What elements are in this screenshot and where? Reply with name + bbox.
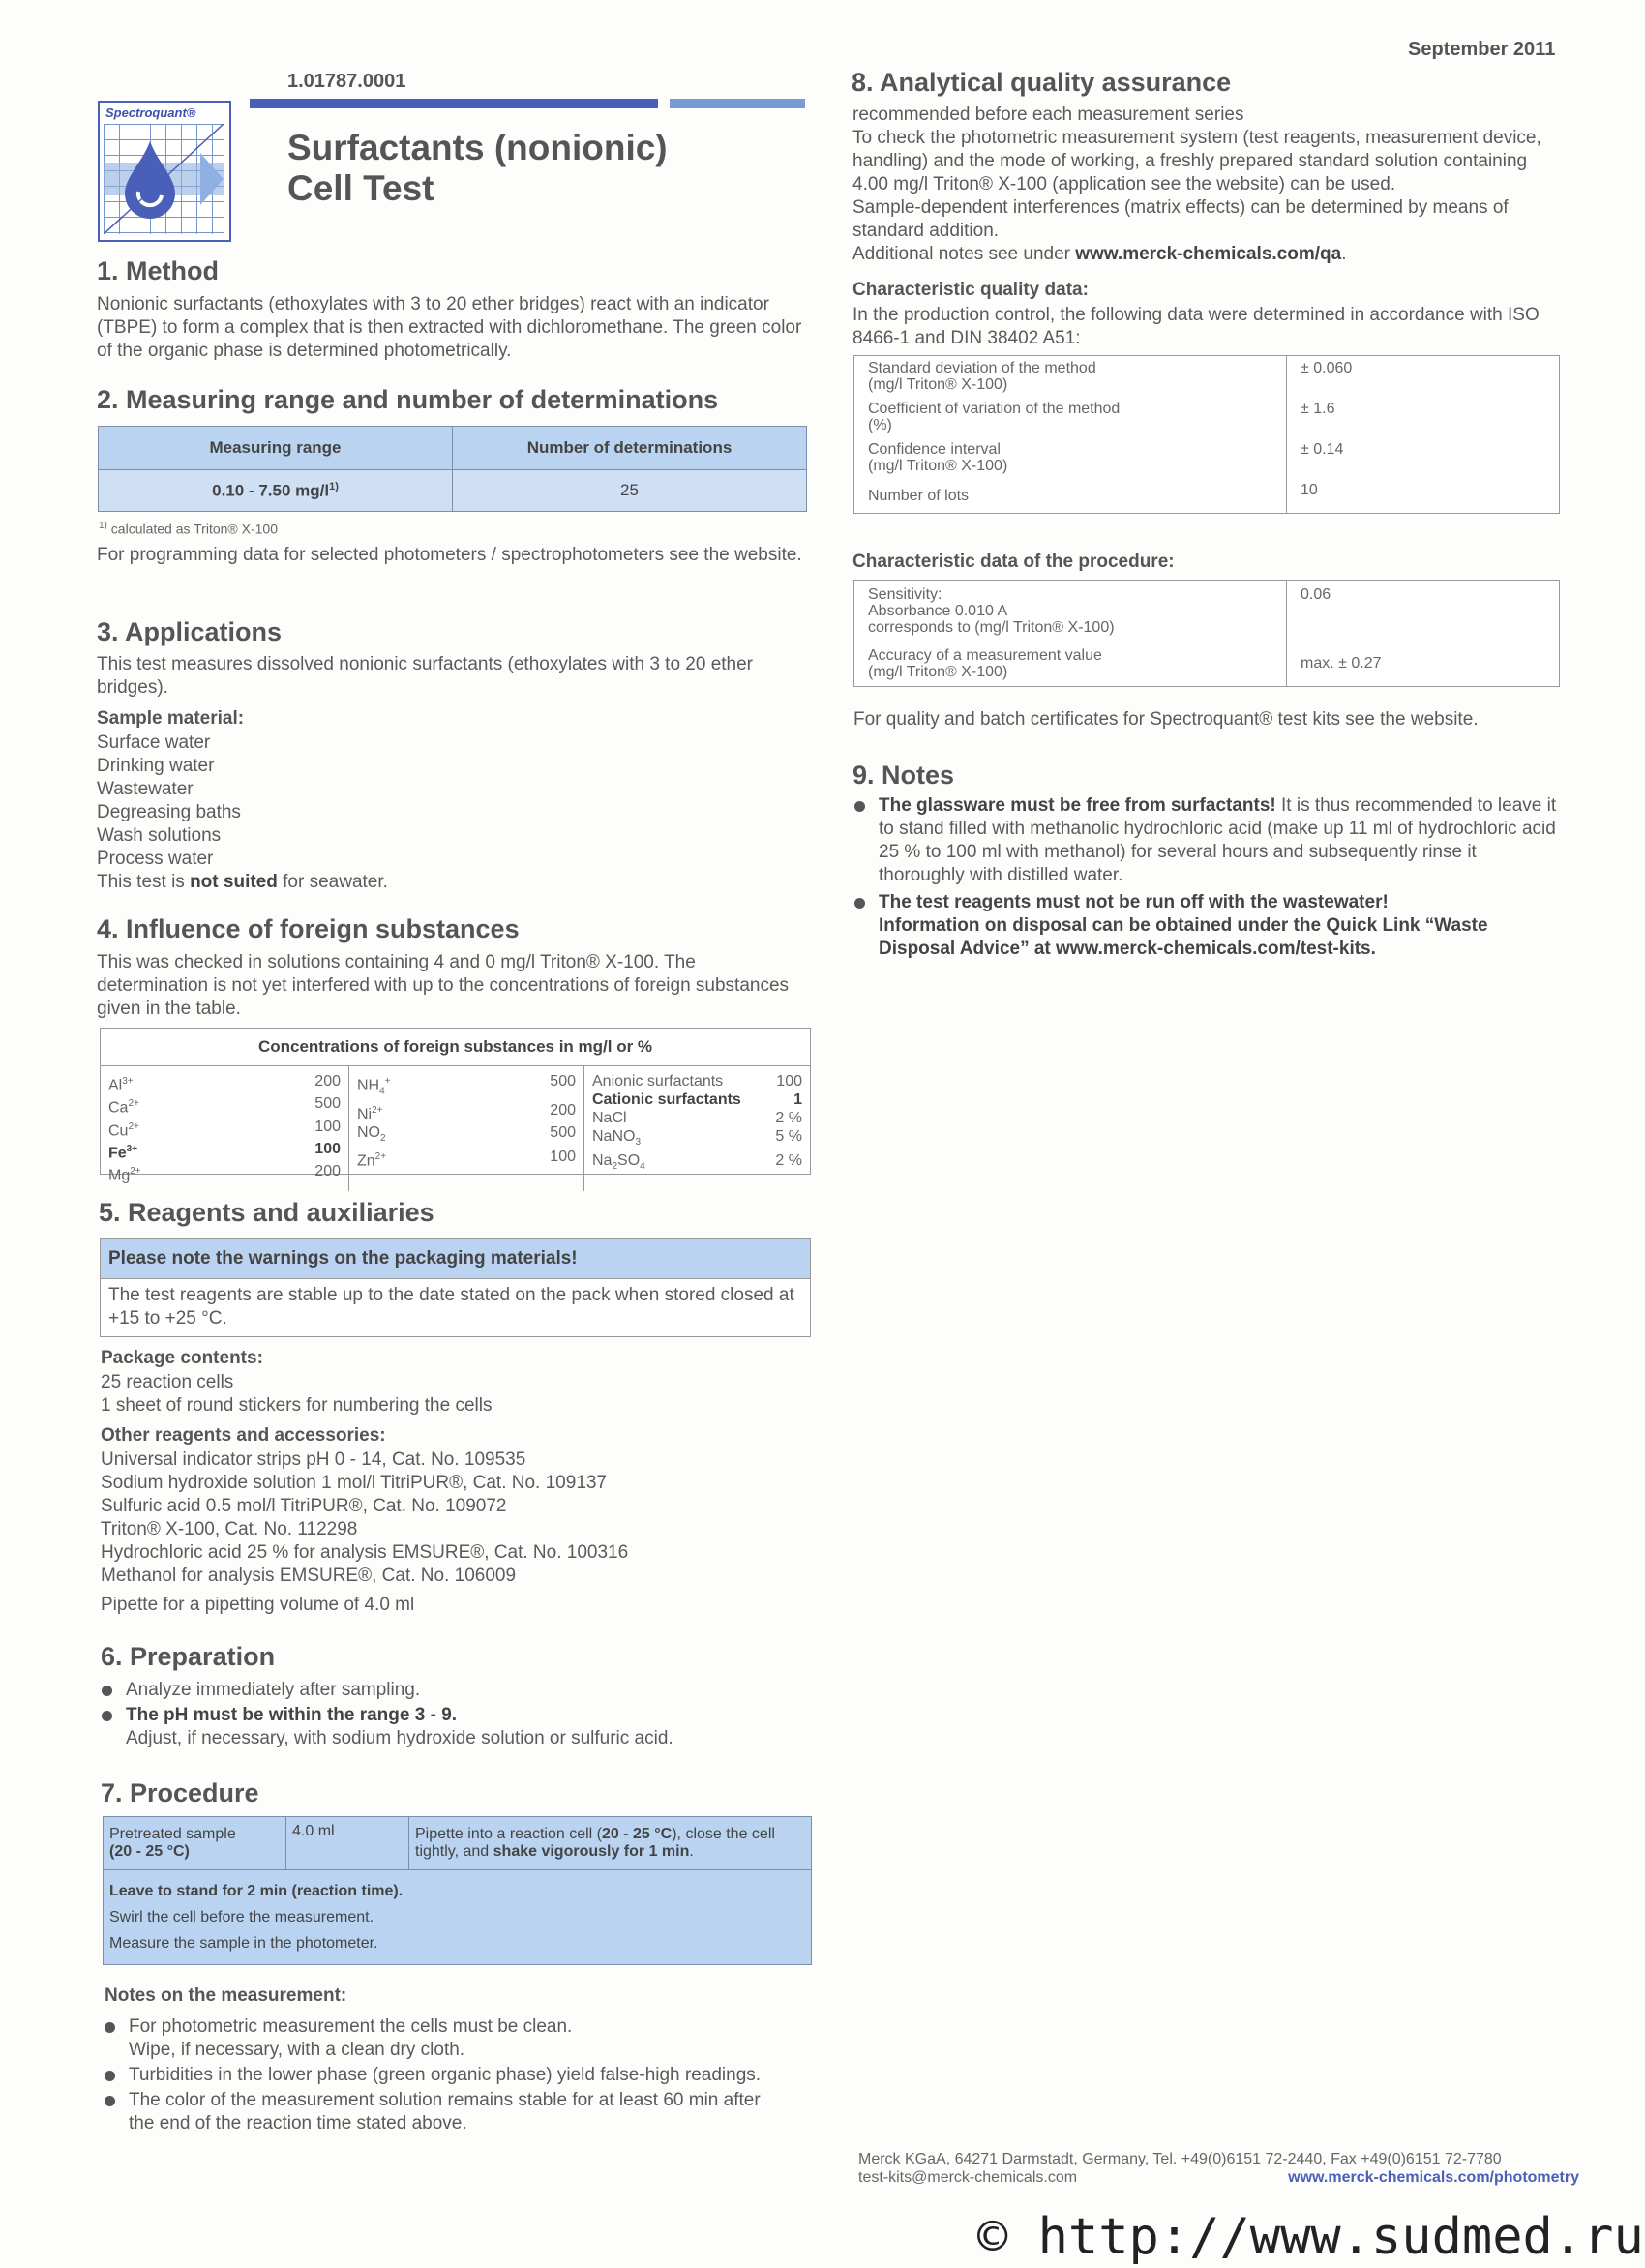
aqa-heading: 8. Analytical quality assurance: [852, 68, 1232, 97]
quality-value: 10: [1287, 478, 1560, 514]
procedure-data-label-line: Accuracy of a measurement value: [868, 647, 1102, 664]
procedure-instruction: Pipette into a reaction cell (20 - 25 °C), close the cell tightly, and shake vigorously for 1 min.: [409, 1817, 812, 1870]
package-item: 25 reaction cells: [101, 1372, 234, 1392]
substance-value: 2 %: [775, 1110, 802, 1126]
range-col1-header: Measuring range: [99, 427, 453, 470]
foreign-text: This was checked in solutions containing 4 and 0 mg/l Triton® X-100. The determination is not yet interfered with up to the concentrations of foreign substances given in the table.: [97, 952, 790, 1019]
substance-row: [592, 1109, 802, 1127]
substance-row: [108, 1140, 341, 1162]
quality-row: [854, 478, 1560, 514]
drop-icon: [104, 124, 224, 234]
substance-value: 100: [314, 1140, 341, 1157]
substance-value: 100: [550, 1149, 576, 1166]
procedure-data-value: max. ± 0.27: [1287, 642, 1560, 687]
footer-address: Merck KGaA, 64271 Darmstadt, Germany, Tel. +49(0)6151 72-2440, Fax +49(0)6151 72-7780: [858, 2151, 1502, 2167]
sample-material-label: Sample material:: [97, 708, 245, 729]
substance-sub: 3: [635, 1137, 642, 1149]
reagents-box: [100, 1238, 811, 1337]
range-footnote: [99, 521, 278, 537]
procedure-steps: Leave to stand for 2 min (reaction time). Swirl the cell before the measurement. Measure the sample in the photometer.: [104, 1870, 812, 1965]
foreign-heading: 4. Influence of foreign substances: [97, 914, 520, 943]
sample-item: Wastewater: [97, 779, 194, 799]
header-bar-right: [670, 99, 805, 108]
measurement-notes-label: Notes on the measurement:: [105, 1985, 347, 2006]
note-item: The test reagents must not be run off with the wastewater! Information on disposal can be obtained under the Quick Link “Waste Disposal Advice” at www.merck-chemicals.com/test-kits.: [852, 891, 1563, 961]
other-reagents-label: Other reagents and accessories:: [101, 1425, 386, 1446]
substance-value: 500: [314, 1095, 341, 1113]
substance-value: 500: [550, 1123, 576, 1141]
substance-value: 5 %: [775, 1128, 802, 1145]
foreign-table: [100, 1028, 811, 1184]
sample-item: Drinking water: [97, 756, 215, 776]
reagent-item: Methanol for analysis EMSURE®, Cat. No. 106009: [101, 1566, 517, 1586]
measurement-note: Turbidities in the lower phase (green organic phase) yield false-high readings.: [102, 2064, 808, 2087]
range-value-text: 0.10 - 7.50 mg/l: [212, 481, 330, 500]
spectroquant-logo: [98, 101, 231, 242]
method-text: Nonionic surfactants (ethoxylates with 3 to 20 ether bridges) react with an indicator (TBPE) to form a complex that is then extracted with dichloromethane. The green color of the organic phase is determined photometrically.: [97, 294, 802, 361]
foreign-columns: [101, 1066, 810, 1191]
range-text: For programming data for selected photometers / spectrophotometers see the website.: [97, 545, 802, 565]
substance-sub: 4: [379, 1086, 385, 1097]
note-item: The glassware must be free from surfactants! It is thus recommended to leave it to stand filled with methanolic hydrochloric acid (make up 11 ml of hydrochloric acid 25 % to 100 ml with methanol) for several hours and subsequently rinse it thoroughly with distilled water.: [852, 794, 1563, 887]
range-heading: 2. Measuring range and number of determinations: [97, 385, 719, 414]
substance-name: $Mg^{2+}$: [108, 1166, 141, 1184]
quality-label-line: (mg/l Triton® X-100): [868, 376, 1008, 393]
substance-row: [592, 1090, 802, 1109]
unsuited-note: This test is not suited for seawater.: [97, 872, 388, 892]
range-footnote-sup: 1): [99, 521, 107, 531]
qa-link[interactable]: www.merck-chemicals.com/qa: [1075, 244, 1342, 264]
foreign-col-1: [101, 1066, 349, 1191]
substance-sup: 2+: [372, 1104, 383, 1116]
substance-value: 1: [793, 1091, 802, 1108]
notes-list: [852, 794, 1563, 961]
logo-text: Spectroquant®: [105, 105, 196, 120]
quality-row: [854, 397, 1560, 437]
substance-value: 200: [550, 1101, 576, 1119]
quality-value: ± 0.060: [1287, 356, 1560, 398]
sample-item: Process water: [97, 849, 214, 869]
range-col2-header: Number of determinations: [453, 427, 807, 470]
page-title: [287, 128, 668, 209]
certificate-note: For quality and batch certificates for Spectroquant® test kits see the website.: [853, 709, 1479, 730]
substance-row: [357, 1148, 576, 1170]
substance-sup: 2+: [128, 1098, 139, 1110]
quality-label-line: (%): [868, 417, 892, 433]
header-bar: [250, 99, 658, 108]
method-heading: 1. Method: [97, 256, 219, 285]
catalog-number: 1.01787.0001: [287, 71, 406, 92]
substance-value: 200: [314, 1163, 341, 1180]
substance-name: NaNO$_3$: [592, 1128, 642, 1149]
quality-data-table: [853, 355, 1560, 514]
quality-label-line: Confidence interval: [868, 441, 1001, 458]
logo-grid: [104, 124, 224, 234]
title-line-2: Cell Test: [287, 168, 434, 208]
substance-row: [592, 1151, 802, 1176]
quality-label: [854, 437, 1287, 478]
substance-name: Cationic surfactants: [592, 1091, 741, 1108]
package-item: 1 sheet of round stickers for numbering the cells: [101, 1395, 493, 1416]
footer: [858, 2150, 1579, 2187]
substance-row: [108, 1118, 341, 1140]
substance-name: $Zn^{2+}$: [357, 1151, 387, 1170]
substance-row: [357, 1101, 576, 1123]
substance-row: [108, 1162, 341, 1184]
substance-name: $Ca^{2+}$: [108, 1098, 139, 1117]
package-list: [101, 1371, 492, 1418]
measurement-note: The color of the measurement solution remains stable for at least 60 min after the end of the reaction time stated above.: [102, 2089, 808, 2135]
quality-row: [854, 437, 1560, 478]
reagent-item: Sulfuric acid 0.5 mol/l TitriPUR®, Cat. No. 109072: [101, 1496, 507, 1516]
sample-item: Surface water: [97, 732, 211, 753]
date: September 2011: [1408, 39, 1556, 60]
quality-value: ± 1.6: [1287, 397, 1560, 437]
sample-item: Degreasing baths: [97, 802, 241, 822]
foreign-col-2: [349, 1066, 584, 1191]
substance-row: [592, 1127, 802, 1151]
procedure-data-label: [854, 642, 1287, 687]
reagents-heading: 5. Reagents and auxiliaries: [99, 1198, 434, 1227]
procedure-data-table: [853, 580, 1560, 687]
procedure-data-label-line: Sensitivity:: [868, 586, 942, 603]
procedure-data-label-line: (mg/l Triton® X-100): [868, 664, 1008, 680]
substance-name: $NO_2$: [357, 1123, 386, 1145]
substance-row: [108, 1072, 341, 1094]
foreign-col-3: [584, 1066, 810, 1191]
substance-sup: 2+: [374, 1151, 387, 1163]
warning-banner: Please note the warnings on the packaging materials!: [101, 1239, 810, 1279]
aqa-text: recommended before each measurement series To check the photometric measurement system (test reagents, measurement device, handling) and the mode of working, a freshly prepared standard solution containing 4.00 mg/l Triton® X-100 (application see the website) can be used. Sample-dependent interferences (matrix effects) can be determined by means of standard addition. Additional notes see under www.merck-chemicals.com/qa.: [852, 104, 1559, 266]
substance-name: $Fe^{3+}$: [108, 1143, 138, 1162]
determinations-value: 25: [453, 470, 807, 512]
substance-name: $Cu^{2+}$: [108, 1120, 139, 1139]
substance-sup: 3+: [122, 1076, 134, 1087]
substance-sup: 2+: [128, 1120, 139, 1132]
procedure-data-label-line: Absorbance 0.010 A: [868, 603, 1008, 619]
procedure-data-row: [854, 642, 1560, 687]
substance-row: [592, 1072, 802, 1090]
quality-row: [854, 356, 1560, 398]
measurement-notes-list: [102, 2015, 808, 2135]
substance-sub: 2: [380, 1133, 386, 1145]
quality-data-label: Characteristic quality data:: [852, 280, 1089, 300]
applications-text: This test measures dissolved nonionic surfactants (ethoxylates with 3 to 20 ether bridges).: [97, 654, 754, 698]
sample-list: [97, 731, 388, 894]
substance-value: 2 %: [775, 1152, 802, 1170]
substance-name: $NH_4^+$: [357, 1076, 391, 1097]
procedure-sample: Pretreated sample (20 - 25 °C): [104, 1817, 286, 1870]
preparation-item: The pH must be within the range 3 - 9. Adjust, if necessary, with sodium hydroxide solution or sulfuric acid.: [99, 1704, 810, 1750]
procedure-volume: 4.0 ml: [286, 1817, 409, 1870]
quality-label: [854, 356, 1287, 398]
reagent-item: Sodium hydroxide solution 1 mol/l TitriPUR®, Cat. No. 109137: [101, 1473, 608, 1493]
substance-value: 200: [314, 1073, 341, 1089]
preparation-list: [99, 1679, 810, 1750]
quality-label-line: Number of lots: [868, 487, 970, 504]
stable-note: The test reagents are stable up to the date stated on the pack when stored closed at +15 to +25 °C.: [101, 1279, 810, 1336]
notes-heading: 9. Notes: [852, 761, 955, 790]
quality-label: [854, 478, 1287, 514]
applications-heading: 3. Applications: [97, 617, 283, 646]
quality-data-text: In the production control, the following data were determined in accordance with ISO 8466-1 and DIN 38402 A51:: [852, 305, 1540, 348]
quality-label-line: Standard deviation of the method: [868, 360, 1096, 376]
preparation-item: Analyze immediately after sampling.: [99, 1679, 810, 1702]
foreign-table-title: Concentrations of foreign substances in mg/l or %: [101, 1029, 810, 1066]
procedure-heading: 7. Procedure: [101, 1778, 259, 1807]
range-value: [99, 470, 453, 512]
range-table: [98, 426, 807, 512]
procedure-data-value: 0.06: [1287, 581, 1560, 642]
quality-label-line: (mg/l Triton® X-100): [868, 458, 1008, 474]
substance-sub: 2: [612, 1161, 618, 1173]
quality-value: ± 0.14: [1287, 437, 1560, 478]
substance-row: [108, 1094, 341, 1117]
procedure-data-label: Characteristic data of the procedure:: [852, 552, 1175, 572]
footer-url[interactable]: www.merck-chemicals.com/photometry: [1288, 2169, 1579, 2186]
aqa-link-line: Additional notes see under www.merck-chemicals.com/qa.: [852, 244, 1347, 264]
substance-row: [357, 1072, 576, 1101]
preparation-heading: 6. Preparation: [101, 1642, 276, 1671]
range-footnote-text: calculated as Triton® X-100: [110, 521, 278, 537]
watermark: © http://www.sudmed.ru: [977, 2208, 1644, 2266]
range-value-sup: 1): [329, 480, 339, 492]
measurement-note: For photometric measurement the cells must be clean. Wipe, if necessary, with a clean dry cloth.: [102, 2015, 808, 2062]
substance-sup: 3+: [126, 1143, 138, 1154]
substance-name: Anionic surfactants: [592, 1073, 724, 1089]
title-line-1: Surfactants (nonionic): [287, 128, 668, 167]
substance-value: 500: [550, 1073, 576, 1089]
quality-label: [854, 397, 1287, 437]
sample-item: Wash solutions: [97, 825, 222, 846]
substance-name: $Na_2SO_4$: [592, 1152, 645, 1173]
procedure-data-label: [854, 581, 1287, 642]
substance-name: $Ni^{2+}$: [357, 1104, 383, 1122]
procedure-table: [103, 1816, 812, 1965]
substance-sup: 2+: [130, 1166, 141, 1178]
other-reagents-list: [101, 1448, 628, 1588]
quality-label-line: Coefficient of variation of the method: [868, 401, 1121, 417]
substance-sub: 4: [640, 1161, 645, 1173]
reagent-item: Hydrochloric acid 25 % for analysis EMSURE®, Cat. No. 100316: [101, 1542, 629, 1563]
substance-value: 100: [776, 1073, 802, 1089]
reagent-item: Triton® X-100, Cat. No. 112298: [101, 1519, 358, 1539]
reagent-item: Universal indicator strips pH 0 - 14, Cat. No. 109535: [101, 1449, 526, 1470]
footer-email[interactable]: test-kits@merck-chemicals.com: [858, 2169, 1078, 2186]
substance-name: $Al^{3+}$: [108, 1076, 134, 1094]
substance-sup: +: [384, 1076, 391, 1087]
procedure-data-label-line: corresponds to (mg/l Triton® X-100): [868, 619, 1115, 636]
substance-row: [357, 1123, 576, 1148]
substance-name: NaCl: [592, 1110, 627, 1126]
substance-value: 100: [314, 1118, 341, 1135]
procedure-data-row: [854, 581, 1560, 642]
pipette-note: Pipette for a pipetting volume of 4.0 ml: [101, 1595, 415, 1615]
package-label: Package contents:: [101, 1348, 263, 1368]
